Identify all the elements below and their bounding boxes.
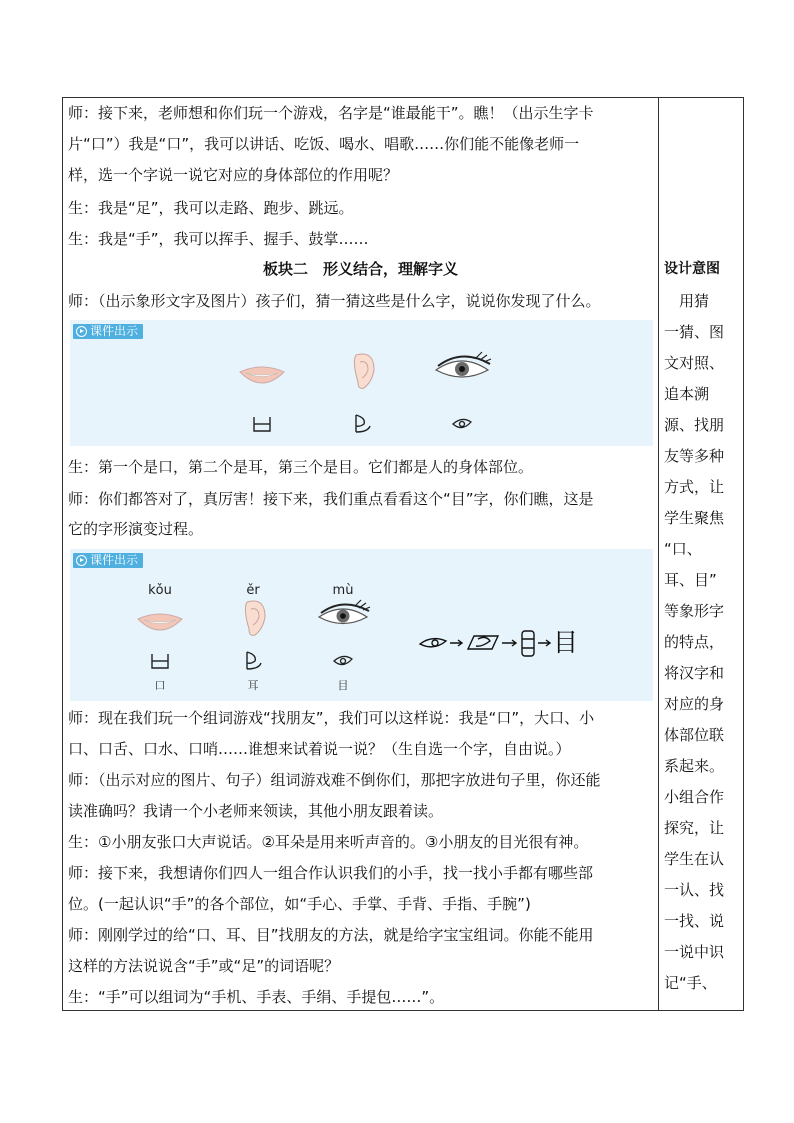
design-intent-line: 源、找朋 bbox=[664, 416, 725, 434]
design-intent-line: 小组合作 bbox=[664, 788, 725, 806]
eye-icon bbox=[319, 600, 370, 624]
pictograph-eye bbox=[453, 419, 471, 427]
pictograph-illustration bbox=[70, 320, 653, 446]
text-line: 生：①小朋友张口大声说话。②耳朵是用来听声音的。③小朋友的目光很有神。 bbox=[68, 833, 589, 851]
caption-mu: 目 bbox=[337, 679, 349, 692]
design-intent-line: 友等多种 bbox=[664, 447, 725, 465]
design-intent-line: 用猜 bbox=[664, 292, 710, 310]
text-line: 师：（出示对应的图片、句子）组词游戏难不倒你们，那把字放进句子里，你还能 bbox=[68, 771, 601, 789]
pictograph-mouth bbox=[254, 417, 270, 431]
design-intent-line: 探究，让 bbox=[664, 819, 725, 837]
pinyin-kou: kǒu bbox=[148, 583, 172, 598]
pictograph-mouth bbox=[152, 654, 168, 668]
arrow-icon bbox=[450, 640, 462, 646]
design-intent-line: 一认、找 bbox=[664, 881, 725, 899]
courseware-tag-label: 课件出示 bbox=[90, 553, 139, 567]
design-intent-line: 体部位联 bbox=[664, 726, 725, 744]
pictograph-ear bbox=[247, 652, 261, 669]
text-line: 口、口舌、口水、口哨……谁想来试着说一说？（生自选一个字，自由说。） bbox=[68, 740, 571, 758]
text-line: 样，选一个字说一说它对应的身体部位的作用呢？ bbox=[68, 166, 399, 184]
design-intent-line: 系起来。 bbox=[664, 757, 725, 775]
courseware-panel bbox=[70, 320, 653, 446]
design-intent-line: 学生在认 bbox=[664, 850, 725, 868]
text-line: 位。(一起认识“手”的各个部位，如“手心、手掌、手背、手指、手腕”) bbox=[68, 895, 531, 913]
courseware-tag-label: 课件出示 bbox=[90, 324, 139, 338]
caption-er: 耳 bbox=[247, 679, 259, 692]
design-intent-line: 对应的身 bbox=[664, 695, 725, 713]
design-intent-line: 一找、说 bbox=[664, 912, 725, 930]
design-intent-line: 学生聚焦 bbox=[664, 509, 725, 527]
design-intent-heading: 设计意图 bbox=[664, 261, 720, 277]
design-intent-line: 文对照、 bbox=[664, 354, 725, 372]
text-line: 生：“手”可以组词为“手机、手表、手绢、手提包……”。 bbox=[68, 988, 445, 1006]
text-line: 师：现在我们玩一个组词游戏“找朋友”，我们可以这样说：我是“口”，大口、小 bbox=[68, 709, 595, 727]
text-line: 它的字形演变过程。 bbox=[68, 520, 204, 538]
pictograph-ear bbox=[356, 415, 370, 432]
text-line: 师：接下来，我想请你们四人一组合作认识我们的小手，找一找小手都有哪些部 bbox=[68, 864, 594, 882]
eye-icon bbox=[436, 352, 491, 377]
design-intent-line: 耳、目” bbox=[664, 571, 717, 589]
column-divider bbox=[658, 98, 659, 1010]
mouth-icon bbox=[240, 367, 284, 383]
text-line: 师：你们都答对了，真厉害！接下来，我们重点看看这个“目”字，你们瞧，这是 bbox=[68, 490, 594, 508]
text-line: 生：第一个是口，第二个是耳，第三个是目。它们都是人的身体部位。 bbox=[68, 458, 534, 476]
evolution-stage-2 bbox=[468, 636, 498, 649]
arrow-icon bbox=[502, 640, 516, 646]
design-intent-line: 记“手、 bbox=[664, 974, 717, 992]
pictograph-eye bbox=[334, 656, 352, 664]
text-line: 生：我是“手”，我可以挥手、握手、鼓掌…… bbox=[68, 230, 369, 248]
design-intent-line: 等象形字 bbox=[664, 602, 725, 620]
design-intent-line: 方式，让 bbox=[664, 478, 725, 496]
courseware-panel bbox=[70, 549, 653, 701]
text-line: 师：接下来，老师想和你们玩一个游戏，名字是“谁最能干”。瞧！（出示生字卡 bbox=[68, 104, 594, 122]
text-line: 师：（出示象形文字及图片）孩子们，猜一猜这些是什么字，说说你发现了什么。 bbox=[68, 292, 601, 310]
section-title: 板块二 形义结合，理解字义 bbox=[262, 260, 458, 278]
design-intent-line: 将汉字和 bbox=[664, 664, 725, 682]
mouth-icon bbox=[138, 614, 182, 630]
pinyin-mu: mù bbox=[332, 583, 354, 598]
evolution-stage-3 bbox=[522, 631, 534, 656]
text-line: 生：我是“足”，我可以走路、跑步、跳远。 bbox=[68, 199, 354, 217]
text-line: 读准确吗？我请一个小老师来领读，其他小朋友跟着读。 bbox=[68, 802, 444, 820]
text-line: 师：刚刚学过的给“口、耳、目”找朋友的方法，就是给字宝宝组词。你能不能用 bbox=[68, 926, 594, 944]
arrow-icon bbox=[538, 640, 550, 646]
design-intent-line: “口、 bbox=[664, 540, 702, 558]
pinyin-er: ěr bbox=[246, 583, 260, 598]
ear-icon bbox=[354, 354, 374, 388]
caption-kou: 口 bbox=[154, 679, 166, 692]
evolution-sequence bbox=[420, 631, 550, 656]
design-intent-line: 一说中识 bbox=[664, 943, 725, 961]
design-intent-line: 的特点， bbox=[664, 633, 725, 651]
text-line: 片“口”）我是“口”，我可以讲话、吃饭、喝水、唱歌……你们能不能像老师一 bbox=[68, 135, 580, 153]
text-line: 这样的方法说说含“手”或“足”的词语呢？ bbox=[68, 957, 340, 975]
lesson-table bbox=[62, 97, 744, 1011]
ear-icon bbox=[245, 601, 265, 635]
design-intent-line: 追本溯 bbox=[664, 385, 710, 403]
design-intent-line: 一猜、图 bbox=[664, 323, 725, 341]
evolution-final-char: 目 bbox=[553, 628, 579, 657]
